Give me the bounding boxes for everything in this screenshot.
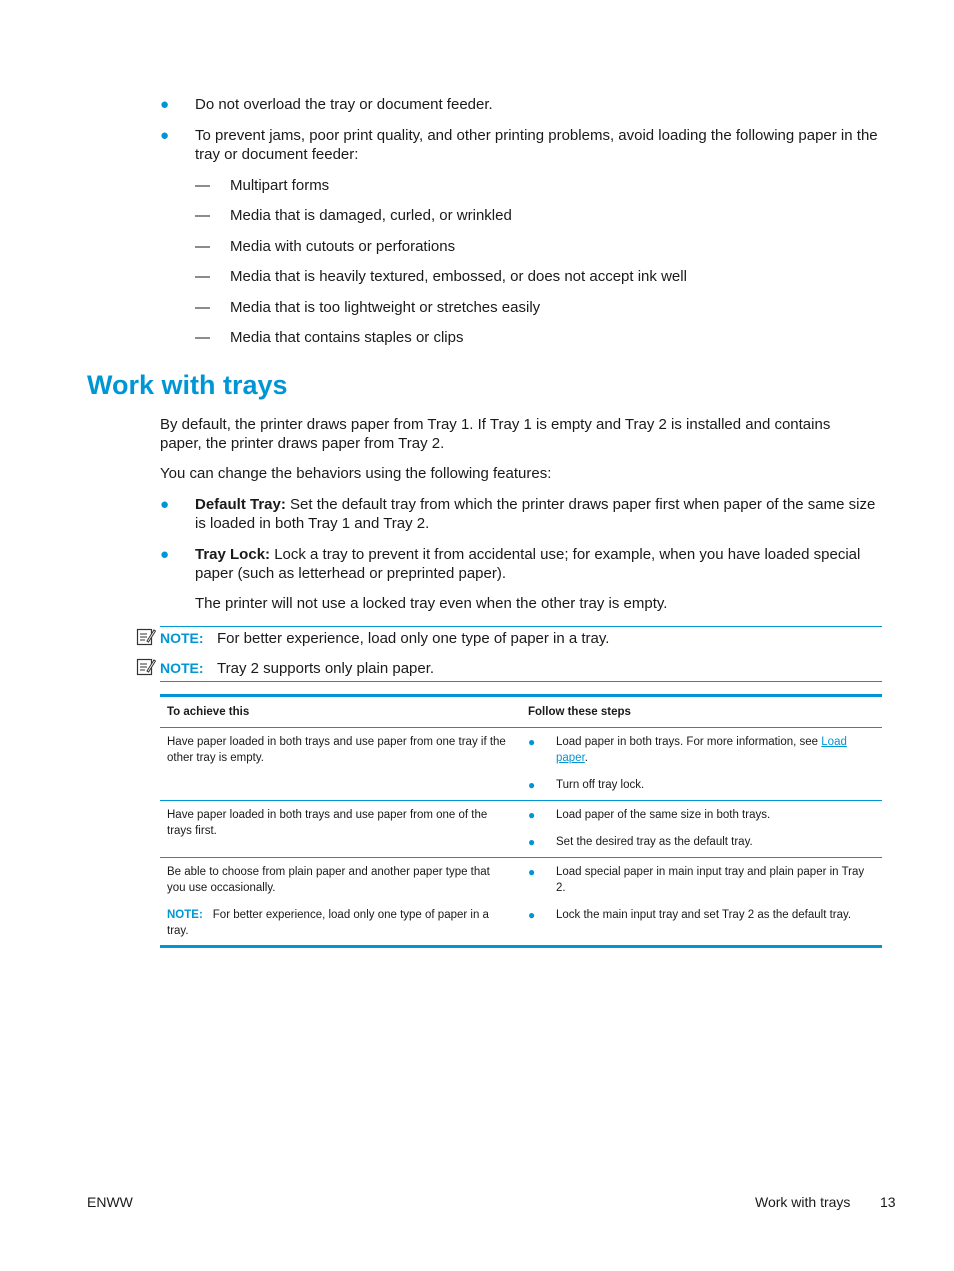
section-heading: Work with trays [87, 370, 288, 400]
dash-icon: — [195, 238, 210, 255]
table-cell-achieve: Have paper loaded in both trays and use paper from one tray if the other tray is empty. [167, 736, 506, 764]
table-row-rule [160, 857, 882, 858]
dash-icon: — [195, 177, 210, 194]
table-bottom-rule [160, 945, 882, 948]
table-cell-note [167, 907, 507, 939]
table-step: Turn off tray lock. [556, 779, 645, 791]
table-row-rule [160, 800, 882, 801]
feature-tray-lock [195, 545, 880, 583]
table-step: Set the desired tray as the default tray. [556, 836, 753, 848]
sub-list-item: Multipart forms [230, 177, 330, 194]
step-text-after: . [584, 752, 588, 764]
note-icon [136, 657, 156, 677]
note-text: Tray 2 supports only plain paper. [217, 660, 435, 677]
bullet-icon: ● [160, 127, 170, 144]
table-header-rule [160, 727, 882, 728]
table-header-steps: Follow these steps [528, 706, 631, 718]
note-text: For better experience, load only one type of paper in a tray. [217, 630, 610, 647]
footer-left: ENWW [87, 1194, 133, 1210]
table-step [556, 734, 876, 766]
feature-text: Lock a tray to prevent it from accidental use; for example, when you have loaded special paper (such as letterhead or preprinted paper). [195, 546, 861, 582]
bullet-icon: ● [160, 546, 170, 563]
footer-section: Work with trays [755, 1194, 851, 1210]
step-text: Load paper in both trays. For more information, see [556, 736, 822, 748]
bullet-icon: ● [528, 808, 536, 822]
feature-text: Set the default tray from which the printer draws paper first when paper of the same size is loaded in both Tray 1 and Tray 2. [195, 496, 876, 532]
sub-list-item: Media that contains staples or clips [230, 329, 464, 346]
list-item: Do not overload the tray or document feeder. [195, 96, 493, 113]
table-step: Load paper of the same size in both trays. [556, 809, 771, 821]
bullet-icon: ● [160, 496, 170, 513]
table-cell-achieve: Have paper loaded in both trays and use paper from one of the trays first. [167, 809, 488, 837]
table-step: Load special paper in main input tray and plain paper in Tray 2. [556, 866, 865, 894]
bullet-icon: ● [528, 835, 536, 849]
bullet-icon: ● [528, 865, 536, 879]
table-cell-achieve: Be able to choose from plain paper and another paper type that you use occasionally. [167, 866, 490, 894]
tray-lock-followup: The printer will not use a locked tray even when the other tray is empty. [195, 595, 668, 612]
note-label: NOTE: [167, 909, 203, 921]
note-icon [136, 627, 156, 647]
table-top-rule [160, 694, 882, 697]
features-paragraph: You can change the behaviors using the following features: [160, 465, 552, 482]
sub-list-item: Media that is damaged, curled, or wrinkled [230, 207, 512, 224]
sub-list-item: Media that is too lightweight or stretches easily [230, 299, 541, 316]
feature-default-tray [195, 495, 880, 533]
bullet-icon: ● [528, 908, 536, 922]
note-label: NOTE: [160, 630, 204, 646]
list-item: To prevent jams, poor print quality, and other printing problems, avoid loading the following paper in the tray or document feeder: [195, 127, 878, 163]
table-header-achieve: To achieve this [167, 706, 250, 718]
feature-label: Default Tray: [195, 496, 286, 513]
note-divider [160, 626, 882, 627]
sub-list-item: Media with cutouts or perforations [230, 238, 456, 255]
bullet-icon: ● [528, 778, 536, 792]
load-paper-link[interactable]: Load paper [556, 736, 847, 764]
dash-icon: — [195, 268, 210, 285]
note-label: NOTE: [160, 660, 204, 676]
bullet-icon: ● [528, 735, 536, 749]
bullet-icon: ● [160, 96, 170, 113]
note-divider [160, 681, 882, 682]
dash-icon: — [195, 329, 210, 346]
feature-label: Tray Lock: [195, 546, 271, 563]
sub-list-item: Media that is heavily textured, embossed, or does not accept ink well [230, 268, 687, 285]
page-number: 13 [880, 1194, 896, 1210]
note-text: For better experience, load only one type of paper in a tray. [167, 909, 489, 937]
table-step: Lock the main input tray and set Tray 2 as the default tray. [556, 909, 852, 921]
intro-paragraph: By default, the printer draws paper from Tray 1. If Tray 1 is empty and Tray 2 is installed and contains paper, the printer draws paper from Tray 2. [160, 416, 831, 452]
dash-icon: — [195, 207, 210, 224]
dash-icon: — [195, 299, 210, 316]
